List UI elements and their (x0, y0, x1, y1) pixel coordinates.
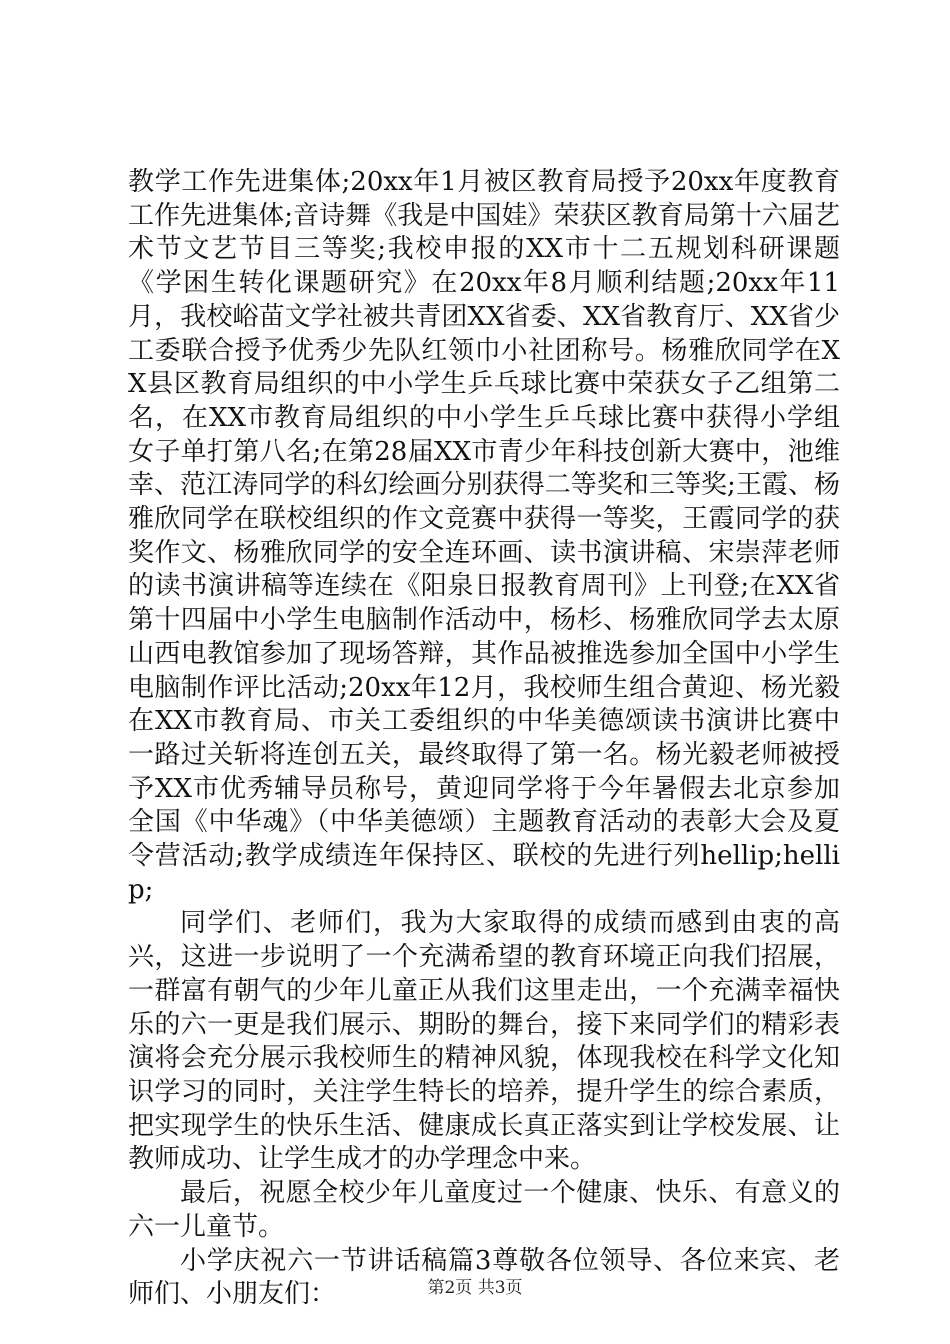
document-body (128, 166, 840, 1312)
paragraph-speech-3-heading: 小学庆祝六一节讲话稿篇3尊敬各位领导、各位来宾、老师们、小朋友们： (128, 1245, 840, 1310)
page-footer: 第2页 共3页 (427, 1278, 523, 1298)
paragraph-closing-wishes: 最后，祝愿全校少年儿童度过一个健康、快乐、有意义的六一儿童节。 (128, 1178, 840, 1242)
paragraph-achievements: 教学工作先进集体;20xx年1月被区教育局授予20xx年度教育工作先进集体;音诗舞《我是中国娃》荣获区教育局第十六届艺术节文艺节目三等奖;我校申报的XX市十二五规划科研课题《学困生转化课题研究》在20xx年8月顺利结题;20xx年11月，我校峪苗文学社被共青团XX省委、XX省教育厅、XX省少工委联合授予优秀少先队红领巾小社团称号。杨雅欣同学在XX县区教育局组织的中小学生乒乓球比赛中荣获女子乙组第二名，在XX市教育局组织的中小学生乒乓球比赛中获得小学组女子单打第八名;在第28届XX市青少年科技创新大赛中，池维幸、范江涛同学的科幻绘画分别获得二等奖和三等奖;王霞、杨雅欣同学在联校组织的作文竞赛中获得一等奖，王霞同学的获奖作文、杨雅欣同学的安全连环画、读书演讲稿、宋崇萍老师的读书演讲稿等连续在《阳泉日报教育周刊》上刊登;在XX省第十四届中小学生电脑制作活动中，杨杉、杨雅欣同学去太原山西电教馆参加了现场答辩，其作品被推选参加全国中小学生电脑制作评比活动;20xx年12月，我校师生组合黄迎、杨光毅在XX市教育局、市关工委组织的中华美德颂读书演讲比赛中一路过关斩将连创五关，最终取得了第一名。杨光毅老师被授予XX市优秀辅导员称号，黄迎同学将于今年暑假去北京参加全国《中华魂》（中华美德颂）主题教育活动的表彰大会及夏令营活动;教学成绩连年保持区、联校的先进行列hellip;hellip; (128, 167, 840, 905)
paragraph-congratulations: 同学们、老师们，我为大家取得的成绩而感到由衷的高兴，这进一步说明了一个充满希望的教育环境正向我们招展，一群富有朝气的少年儿童正从我们这里走出，一个充满幸福快乐的六一更是我们展示、期盼的舞台，接下来同学们的精彩表演将会充分展示我校师生的精神风貌，体现我校在科学文化知识学习的同时，关注学生特长的培养，提升学生的综合素质，把实现学生的快乐生活、健康成长真正落实到让学校发展、让教师成功、让学生成才的办学理念中来。 (128, 908, 840, 1175)
